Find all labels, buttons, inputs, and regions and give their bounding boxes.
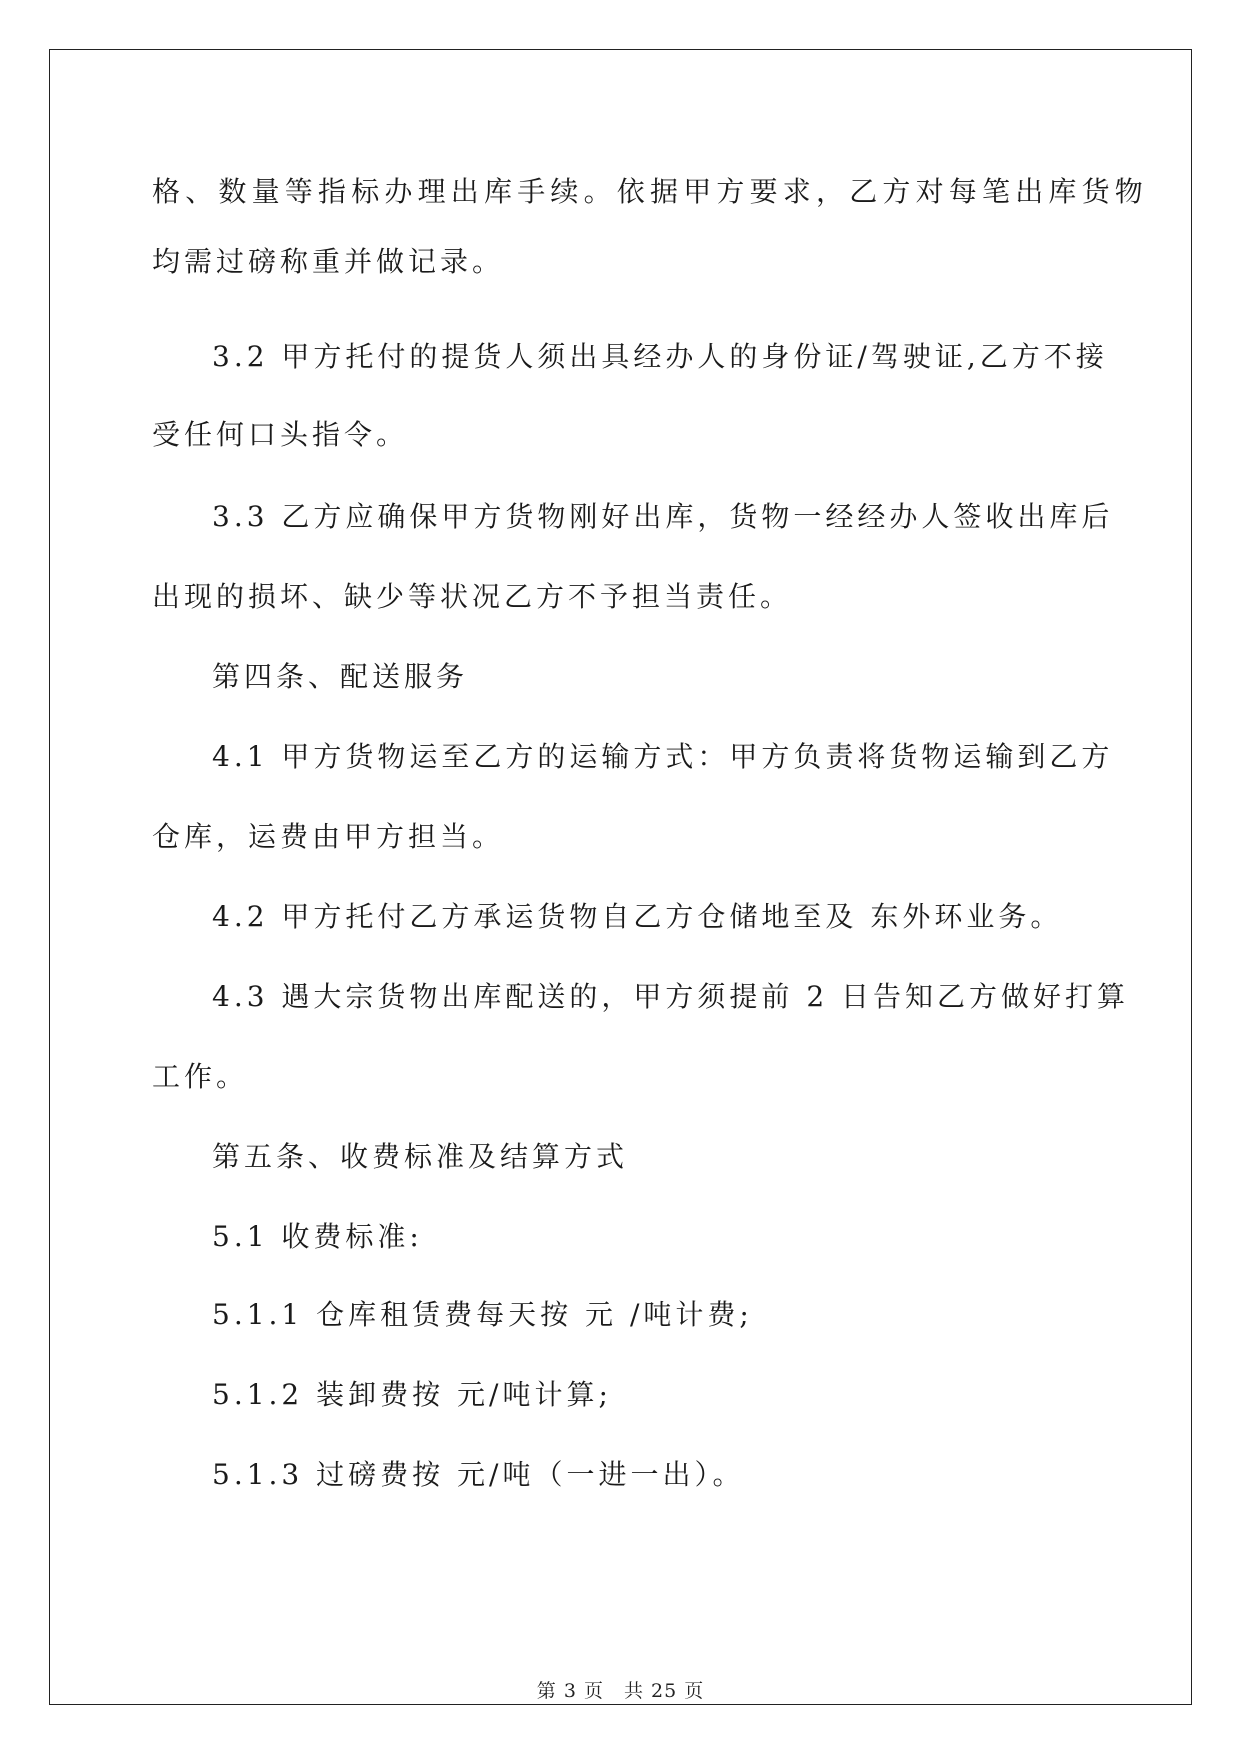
page-border <box>49 49 1192 1705</box>
paragraph-line: 5.1 收费标准: <box>212 1220 423 1253</box>
paragraph-line: 工作。 <box>152 1060 249 1093</box>
paragraph-line: 均需过磅称重并做记录。 <box>152 245 505 278</box>
paragraph-line: 格、数量等指标办理出库手续。依据甲方要求，乙方对每笔出库货物 <box>152 175 1149 208</box>
paragraph-line: 5.1.1 仓库租赁费每天按 元 /吨计费; <box>212 1298 753 1331</box>
paragraph-line: 4.3 遇大宗货物出库配送的，甲方须提前 2 日告知乙方做好打算 <box>212 980 1130 1013</box>
section-heading: 第五条、收费标准及结算方式 <box>212 1140 629 1173</box>
paragraph-line: 5.1.2 装卸费按 元/吨计算; <box>212 1378 612 1411</box>
paragraph-line: 4.1 甲方货物运至乙方的运输方式：甲方负责将货物运输到乙方 <box>212 740 1114 773</box>
page-number-footer: 第 3 页 共 25 页 <box>536 1680 705 1702</box>
paragraph-line: 3.2 甲方托付的提货人须出具经办人的身份证/驾驶证,乙方不接 <box>212 340 1108 373</box>
section-heading: 第四条、配送服务 <box>212 660 469 693</box>
paragraph-line: 5.1.3 过磅费按 元/吨（一进一出）。 <box>212 1458 745 1491</box>
paragraph-line: 受任何口头指令。 <box>152 418 409 451</box>
paragraph-line: 仓库，运费由甲方担当。 <box>152 820 505 853</box>
paragraph-line: 3.3 乙方应确保甲方货物刚好出库，货物一经经办人签收出库后 <box>212 500 1114 533</box>
paragraph-line: 出现的损坏、缺少等状况乙方不予担当责任。 <box>152 580 793 613</box>
paragraph-line: 4.2 甲方托付乙方承运货物自乙方仓储地至及 东外环业务。 <box>212 900 1063 933</box>
